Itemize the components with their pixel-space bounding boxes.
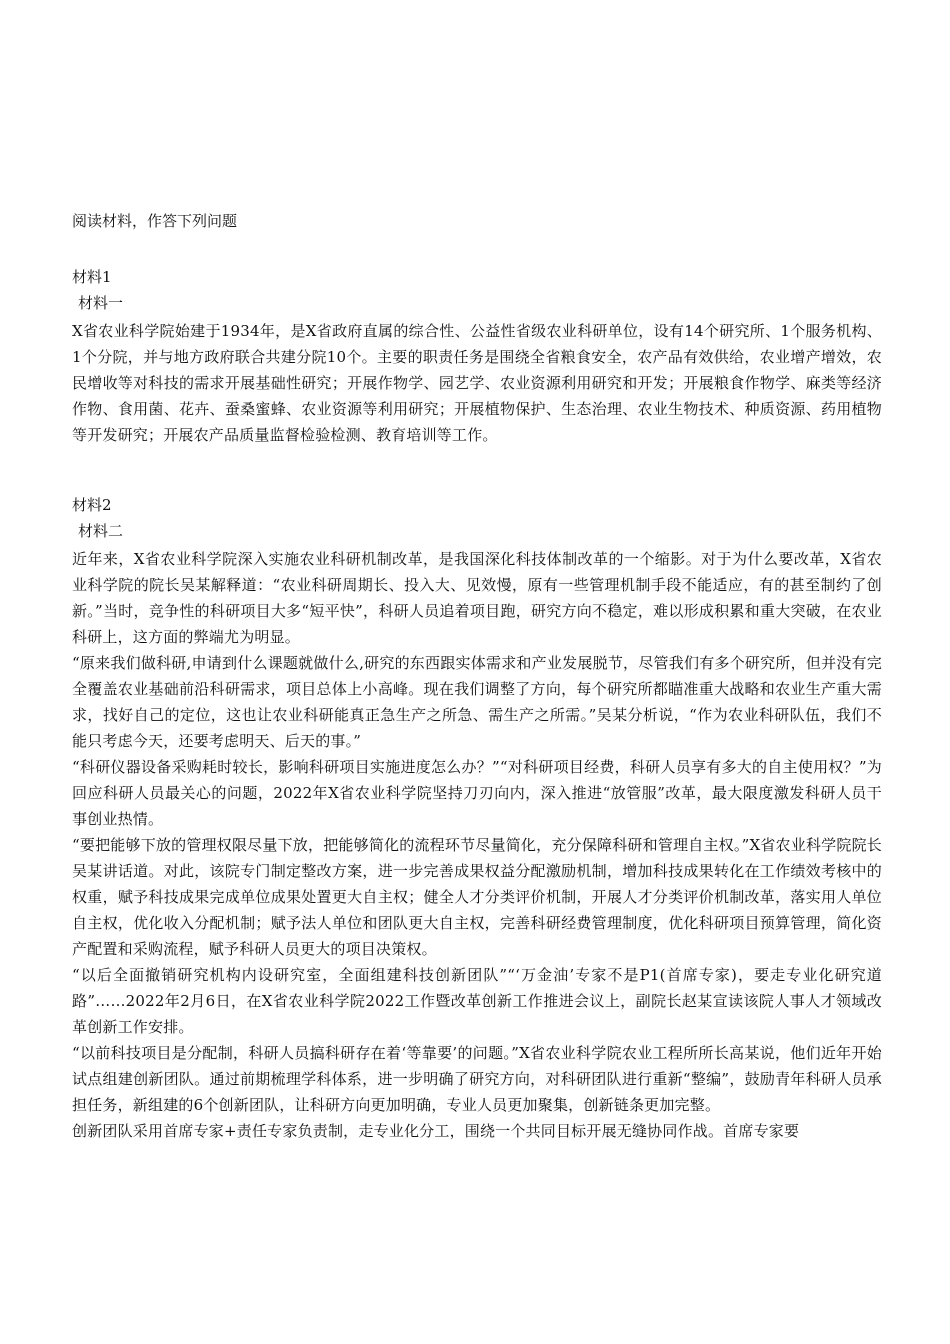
document-page — [72, 208, 882, 1144]
material-subtitle: 材料二 — [78, 522, 124, 540]
material-section-2 — [72, 492, 882, 1144]
material-section-1 — [72, 264, 882, 448]
material-paragraph: 近年来，X省农业科学院深入实施农业科研机制改革，是我国深化科技体制改革的一个缩影。对于为什么要改革，X省农业科学院的院长吴某解释道：“农业科研周期长、投入大、见效慢，原有一些管理机制手段不能适应，有的甚至制约了创新。”当时，竞争性的科研项目大多“短平快”，科研人员追着项目跑，研究方向不稳定，难以形成积累和重大突破，在农业科研上，这方面的弊端尤为明显。 — [72, 550, 882, 646]
material-paragraph: X省农业科学院始建于1934年，是X省政府直属的综合性、公益性省级农业科研单位，设有14个研究所、1个服务机构、1个分院，并与地方政府联合共建分院10个。主要的职责任务是围绕全省粮食安全，农产品有效供给，农业增产增效，农民增收等对科技的需求开展基础性研究；开展作物学、园艺学、农业资源利用研究和开发；开展粮食作物学、麻类等经济作物、食用菌、花卉、蚕桑蜜蜂、农业资源等利用研究；开展植物保护、生态治理、农业生物技术、种质资源、药用植物等开发研究；开展农产品质量监督检验检测、教育培训等工作。 — [72, 322, 882, 444]
material-label: 材料1 — [72, 268, 112, 286]
material-paragraph: 创新团队采用首席专家+责任专家负责制，走专业化分工，围绕一个共同目标开展无缝协同作战。首席专家要 — [72, 1122, 800, 1140]
instruction-text: 阅读材料，作答下列问题 — [72, 212, 238, 230]
material-subtitle: 材料一 — [78, 294, 124, 312]
material-paragraph: “科研仪器设备采购耗时较长，影响科研项目实施进度怎么办？”“对科研项目经费，科研人员享有多大的自主使用权？”为回应科研人员最关心的问题，2022年X省农业科学院坚持刀刃向内，深入推进“放管服”改革，最大限度激发科研人员干事创业热情。 — [72, 758, 882, 828]
material-paragraph: “以前科技项目是分配制，科研人员搞科研存在着‘等靠要’的问题。”X省农业科学院农业工程所所长高某说，他们近年开始试点组建创新团队。通过前期梳理学科体系，进一步明确了研究方向，对科研团队进行重新“整编”，鼓励青年科研人员承担任务，新组建的6个创新团队，让科研方向更加明确，专业人员更加聚集，创新链条更加完整。 — [72, 1044, 882, 1114]
material-paragraph: “要把能够下放的管理权限尽量下放，把能够简化的流程环节尽量简化，充分保障科研和管理自主权。”X省农业科学院院长吴某讲话道。对此，该院专门制定整改方案，进一步完善成果权益分配激励机制，增加科技成果转化在工作绩效考核中的权重，赋予科技成果完成单位成果处置更大自主权；健全人才分类评价机制，开展人才分类评价机制改革，落实用人单位自主权，优化收入分配机制；赋予法人单位和团队更大自主权，完善科研经费管理制度，优化科研项目预算管理，简化资产配置和采购流程，赋予科研人员更大的项目决策权。 — [72, 836, 882, 958]
material-label: 材料2 — [72, 496, 112, 514]
material-paragraph: “以后全面撤销研究机构内设研究室，全面组建科技创新团队”“‘万金油’专家不是P1(首席专家)，要走专业化研究道路”……2022年2月6日，在X省农业科学院2022工作暨改革创新工作推进会议上，副院长赵某宣读该院人事人才领域改革创新工作安排。 — [72, 966, 882, 1036]
material-paragraph: “原来我们做科研,申请到什么课题就做什么,研究的东西跟实体需求和产业发展脱节，尽管我们有多个研究所，但并没有完全覆盖农业基础前沿科研需求，项目总体上小高峰。现在我们调整了方向，每个研究所都瞄准重大战略和农业生产重大需求，找好自己的定位，这也让农业科研能真正急生产之所急、需生产之所需。”吴某分析说，“作为农业科研队伍，我们不能只考虑今天，还要考虑明天、后天的事。” — [72, 654, 882, 750]
